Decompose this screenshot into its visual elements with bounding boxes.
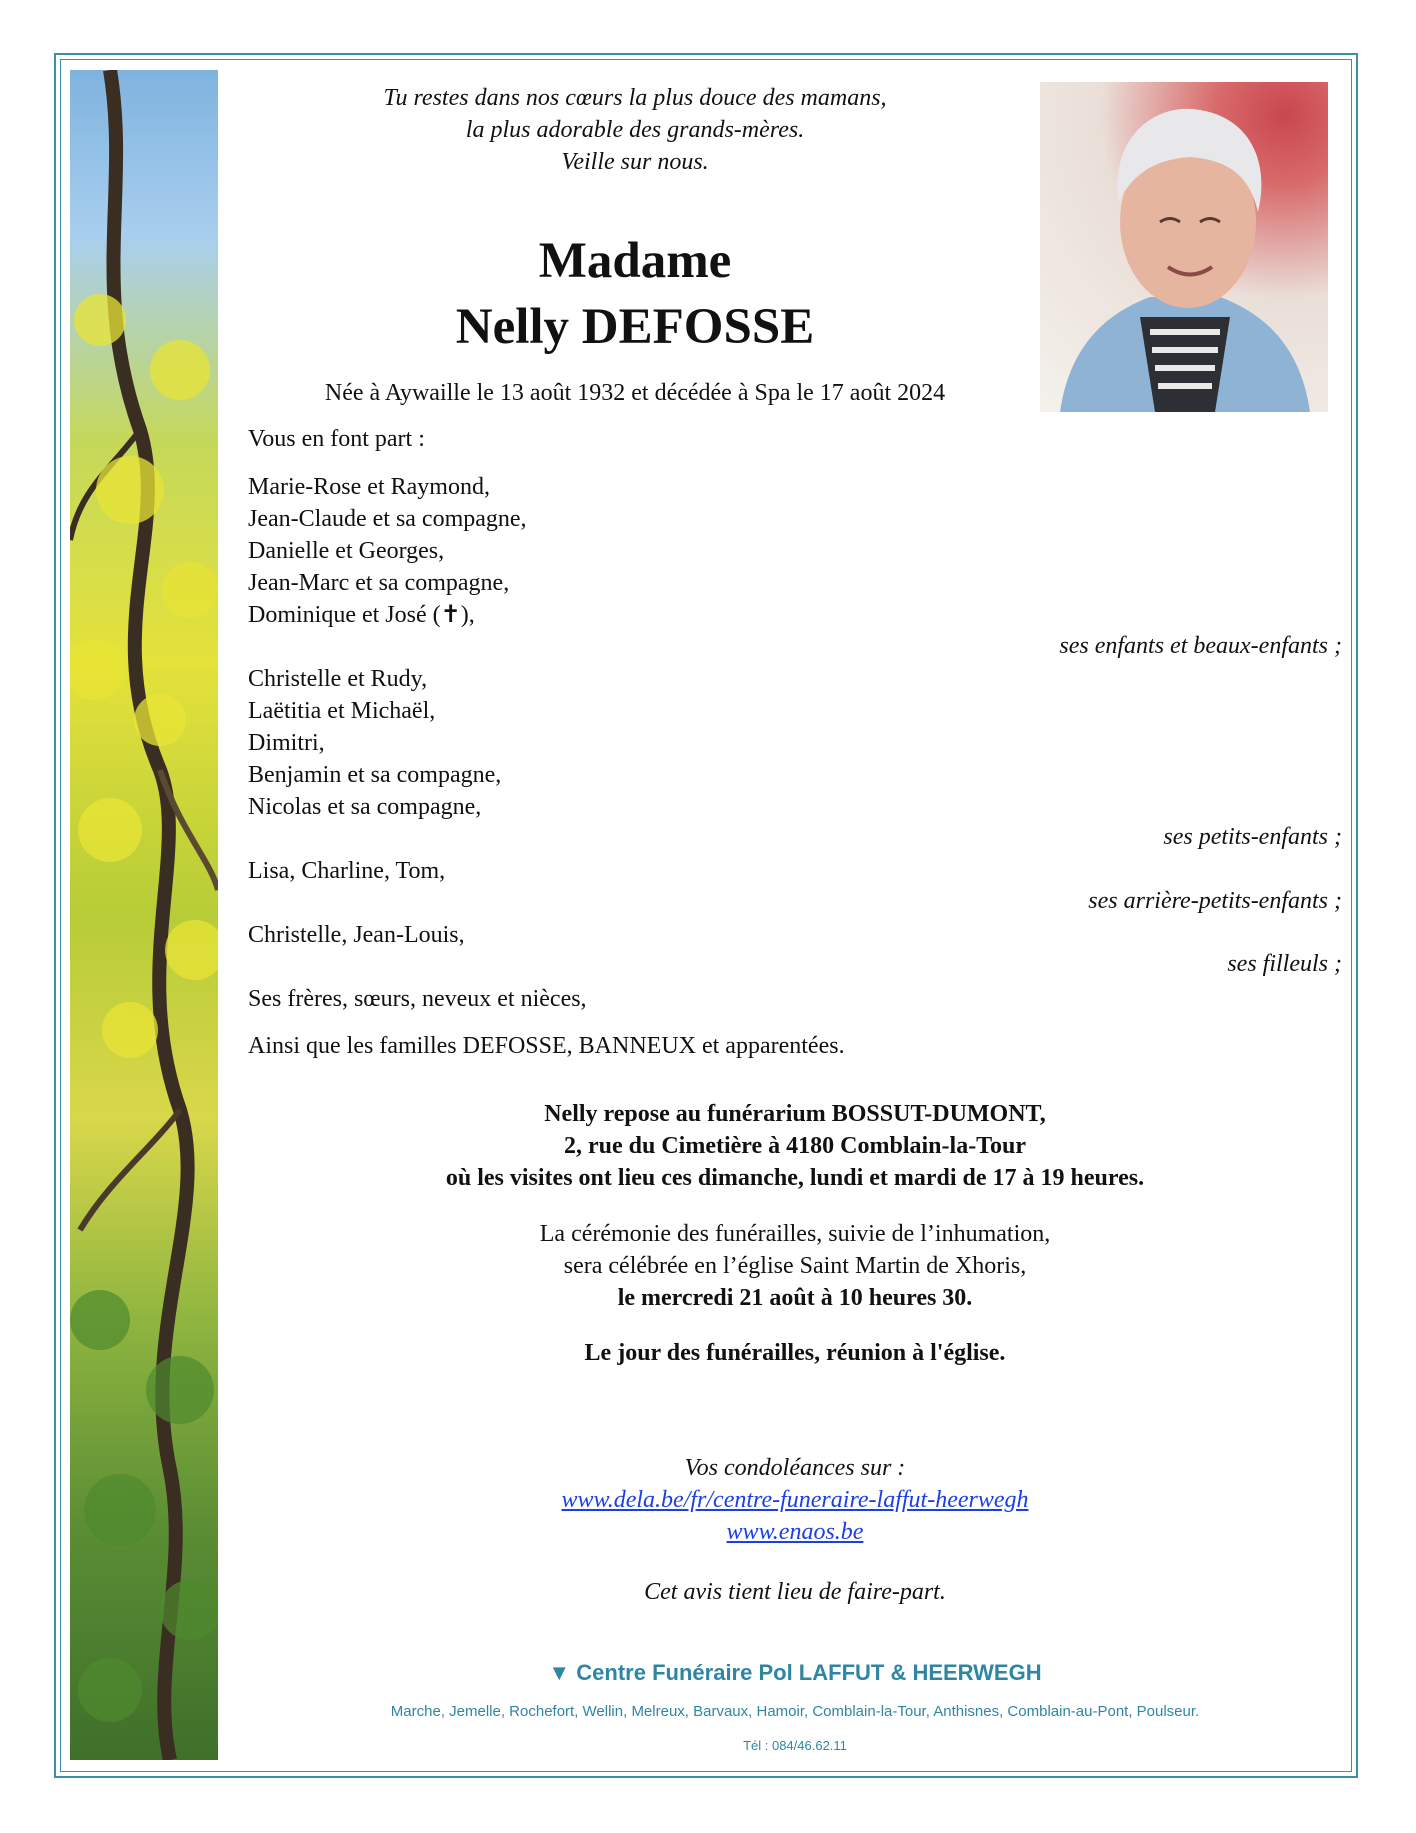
condolences-link-dela[interactable]: www.dela.be/fr/centre-funeraire-laffut-heerwegh — [561, 1487, 1029, 1513]
name-full: Nelly DEFOSSE — [455, 299, 815, 355]
children-relation: ses enfants et beaux-enfants ; — [1059, 633, 1342, 659]
condolences-link-enaos[interactable]: www.enaos.be — [726, 1519, 864, 1545]
list-item: Laëtitia et Michaël, — [248, 698, 436, 724]
list-item: Nicolas et sa compagne, — [248, 794, 482, 820]
ceremony-date: le mercredi 21 août à 10 heures 30. — [617, 1285, 973, 1311]
list-item: Dominique et José (✝), — [248, 602, 475, 628]
list-item: Dimitri, — [248, 730, 325, 756]
birth-death-line: Née à Aywaille le 13 août 1932 et décédée à Spa le 17 août 2024 — [324, 380, 946, 406]
list-item: Danielle et Georges, — [248, 538, 445, 564]
children-list — [248, 471, 527, 631]
great-grandchildren-list: Lisa, Charline, Tom, — [248, 858, 446, 884]
siblings-text: Ses frères, sœurs, neveux et nièces, — [248, 986, 587, 1012]
ceremony-info — [330, 1218, 1260, 1314]
footer-company: Centre Funéraire Pol LAFFUT & HEERWEGH — [576, 1660, 1042, 1685]
portrait-photo — [1040, 82, 1328, 412]
ceremony-line: La cérémonie des funérailles, suivie de l’inhumation, — [539, 1221, 1051, 1247]
intro-text: Vous en font part : — [248, 426, 425, 452]
families-text: Ainsi que les familles DEFOSSE, BANNEUX et apparentées. — [248, 1033, 845, 1059]
tree-photo-strip — [70, 70, 218, 1760]
condolences-label: Vos condoléances sur : — [684, 1455, 906, 1481]
list-item: Jean-Marc et sa compagne, — [248, 570, 510, 596]
epitaph — [230, 82, 1040, 178]
great-grandchildren-relation: ses arrière-petits-enfants ; — [1088, 888, 1342, 914]
godchildren-relation: ses filleuls ; — [1227, 951, 1342, 977]
visitation-info — [330, 1098, 1260, 1194]
grandchildren-list — [248, 663, 501, 823]
epitaph-line: Veille sur nous. — [561, 149, 709, 175]
name-title: Madame — [538, 233, 732, 289]
visitation-line: 2, rue du Cimetière à 4180 Comblain-la-Tour — [564, 1133, 1026, 1159]
list-item: Christelle et Rudy, — [248, 666, 428, 692]
footer-telephone: Tél : 084/46.62.11 — [743, 1738, 847, 1753]
list-item: Jean-Claude et sa compagne, — [248, 506, 527, 532]
list-item: Benjamin et sa compagne, — [248, 762, 502, 788]
ceremony-line: sera célébrée en l’église Saint Martin de Xhoris, — [563, 1253, 1027, 1279]
visitation-line: où les visites ont lieu ces dimanche, lundi et mardi de 17 à 19 heures. — [445, 1165, 1145, 1191]
condolences — [330, 1452, 1260, 1548]
triangle-down-icon: ▼ — [548, 1660, 571, 1685]
gathering-text: Le jour des funérailles, réunion à l'église. — [584, 1340, 1006, 1366]
list-item: Marie-Rose et Raymond, — [248, 474, 490, 500]
epitaph-line: Tu restes dans nos cœurs la plus douce des mamans, — [383, 85, 887, 111]
notice-text: Cet avis tient lieu de faire-part. — [644, 1579, 946, 1605]
grandchildren-relation: ses petits-enfants ; — [1163, 824, 1342, 850]
visitation-line: Nelly repose au funérarium BOSSUT-DUMONT, — [544, 1101, 1046, 1127]
epitaph-line: la plus adorable des grands-mères. — [465, 117, 805, 143]
footer-towns: Marche, Jemelle, Rochefort, Wellin, Melreux, Barvaux, Hamoir, Comblain-la-Tour, Anthisnes, Comblain-au-Pont, Poulseur. — [390, 1703, 1200, 1720]
footer-title — [330, 1660, 1260, 1686]
godchildren-list: Christelle, Jean-Louis, — [248, 922, 465, 948]
deceased-name — [230, 228, 1040, 360]
